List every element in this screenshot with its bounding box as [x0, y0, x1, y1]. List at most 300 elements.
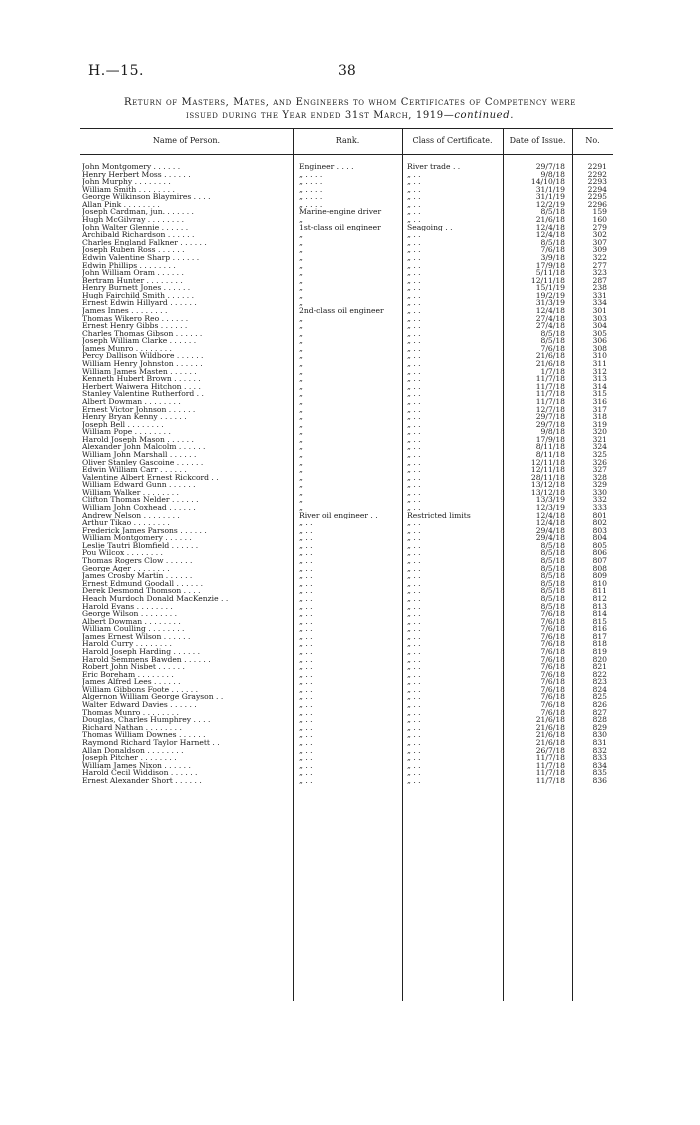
date-of-issue: 7/6/18 [540, 684, 565, 694]
certificate-class: „ . . [407, 185, 421, 194]
rank: „ [299, 231, 303, 239]
person-name: William Montgomery . . . . . . [82, 534, 192, 542]
date-of-issue: 7/6/18 [540, 631, 565, 641]
certificate-number: 817 [592, 631, 607, 641]
table-row [80, 421, 613, 429]
certificate-class: „ . . [407, 572, 421, 580]
person-name: Albert Dowman . . . . . . . . [82, 397, 181, 406]
rank: „ . . [299, 776, 313, 785]
date-of-issue: 9/8/18 [540, 427, 565, 437]
certificate-class: „ . . [407, 405, 421, 414]
person-name: Charles England Falkner . . . . . . [82, 238, 207, 247]
certificate-number: 332 [592, 495, 607, 505]
certificate-class: „ . . [407, 488, 421, 497]
person-name: William James Nixon . . . . . . [82, 761, 191, 770]
certificate-class: „ . . [407, 193, 421, 201]
table-row [80, 231, 613, 239]
date-of-issue: 8/5/18 [540, 548, 565, 558]
person-name: Harold Joseph Mason . . . . . . [82, 435, 194, 444]
date-of-issue: 21/6/18 [535, 215, 565, 225]
rank: „ [299, 269, 303, 277]
certificate-class: „ . . [407, 602, 421, 611]
rank: „ . . [299, 541, 313, 550]
person-name: George Wilkinson Blaymires . . . . [82, 193, 211, 201]
table-row [80, 368, 613, 376]
certificate-number: 821 [592, 662, 607, 672]
person-name: Thomas Rogers Clow . . . . . . [82, 557, 193, 565]
date-of-issue: 13/12/18 [530, 480, 565, 490]
certificate-number: 820 [592, 654, 607, 664]
certificate-class: „ . . [407, 557, 421, 565]
table-row [80, 201, 613, 209]
certificate-number: 802 [592, 518, 607, 528]
date-of-issue: 7/6/18 [540, 707, 565, 717]
certificate-number: 834 [592, 760, 607, 770]
table-title-line2: issued during the Year ended 31st March, 1919— [186, 110, 455, 121]
person-name: Thomas William Downes . . . . . . [82, 731, 206, 739]
date-of-issue: 11/7/18 [535, 775, 565, 785]
certificate-number: 324 [592, 442, 607, 452]
certificate-number: 333 [592, 503, 607, 513]
rank: „ . . [299, 701, 313, 709]
table-title-continued [80, 110, 620, 121]
rank: „ . . . . [299, 185, 323, 194]
person-name: James Ernest Wilson . . . . . . [82, 632, 191, 641]
table-row [80, 640, 613, 648]
certificate-class: „ . . [407, 541, 421, 550]
table-row [80, 542, 613, 550]
certificate-class: „ . . [407, 685, 421, 694]
certificate-class: „ . . [407, 519, 421, 527]
person-name: Hugh Fairchild Smith . . . . . . [82, 291, 195, 300]
date-of-issue: 8/5/18 [540, 563, 565, 573]
date-of-issue: 8/5/18 [540, 540, 565, 550]
certificate-class: „ . . [407, 269, 421, 277]
table-row [80, 163, 613, 171]
date-of-issue: 15/1/19 [535, 283, 565, 293]
certificate-number: 329 [592, 480, 607, 490]
date-of-issue: 31/1/19 [535, 192, 565, 202]
column-header-class: Class of Certificate. [412, 136, 493, 145]
table-row [80, 277, 613, 285]
certificate-class: „ . . [407, 564, 421, 573]
date-of-issue: 29/4/18 [535, 525, 565, 535]
person-name: William Pope . . . . . . . . [82, 428, 171, 436]
person-name: Ernest Alexander Short . . . . . . [82, 776, 202, 785]
certificate-number: 2291 [587, 162, 607, 171]
certificate-number: 301 [592, 305, 607, 315]
person-name: William Edward Gunn . . . . . . [82, 481, 196, 489]
table-row [80, 686, 613, 694]
certificate-class: „ . . [407, 610, 421, 618]
rank: „ . . [299, 617, 313, 626]
certificate-number: 803 [592, 525, 607, 535]
rank: „ [299, 344, 303, 353]
date-of-issue: 12/2/19 [535, 199, 565, 209]
date-of-issue: 29/4/18 [535, 533, 565, 543]
certificate-class: „ . . [407, 344, 421, 353]
certificate-number: 318 [592, 412, 607, 422]
date-of-issue: 12/11/18 [530, 275, 565, 285]
person-name: Joseph Ruben Ross . . . . . . [82, 246, 185, 254]
rank: „ . . [299, 708, 313, 717]
certificate-number: 305 [592, 328, 607, 338]
certificate-class: „ . . [407, 420, 421, 429]
person-name: Ernest Edmund Goodall . . . . . . [82, 579, 204, 588]
rank: „ [299, 496, 303, 505]
person-name: Joseph William Clarke . . . . . . [82, 337, 197, 345]
person-name: Harold Cecil Widdison . . . . . . [82, 769, 198, 777]
person-name: Kenneth Hubert Brown . . . . . . [82, 375, 201, 383]
certificate-number: 2296 [587, 199, 607, 209]
rank: „ . . [299, 579, 313, 588]
table-row [80, 769, 613, 777]
person-name: William Henry Johnston . . . . . . [82, 360, 203, 368]
table-row [80, 504, 613, 512]
rank: „ [299, 322, 303, 330]
table-row [80, 678, 613, 686]
certificate-number: 811 [592, 586, 607, 596]
certificate-class: „ . . [407, 625, 421, 633]
table-row [80, 489, 613, 497]
table-row [80, 337, 613, 345]
table-row [80, 512, 613, 520]
certificate-number: 835 [592, 768, 607, 778]
certificate-number: 801 [592, 510, 607, 520]
certificate-class: Restricted limits [407, 511, 471, 520]
certificate-number: 825 [592, 692, 607, 702]
table-row [80, 383, 613, 391]
date-of-issue: 21/6/18 [535, 351, 565, 361]
certificate-number: 806 [592, 548, 607, 558]
column-header-date: Date of Issue. [509, 136, 566, 145]
rank: „ [299, 246, 303, 254]
date-of-issue: 7/6/18 [540, 677, 565, 687]
date-of-issue: 7/6/18 [540, 245, 565, 255]
column-header-no: No. [585, 136, 600, 145]
date-of-issue: 8/5/18 [540, 571, 565, 581]
rank: „ . . [299, 685, 313, 694]
certificate-class: „ . . [407, 761, 421, 770]
certificate-number: 317 [592, 404, 607, 414]
certificate-class: „ . . [407, 769, 421, 777]
person-name: Joseph Cardman, jun. . . . . . . [82, 208, 194, 217]
person-name: James Innes . . . . . . . . [82, 306, 168, 315]
person-name: William Walker . . . . . . . . [82, 488, 179, 497]
certificate-number: 2292 [587, 169, 607, 179]
rank: „ . . [299, 663, 313, 671]
rank: „ . . [299, 632, 313, 641]
person-name: Edwin Phillips . . . . . . . . [82, 261, 176, 270]
person-name: Thomas Wikero Reo . . . . . . [82, 314, 189, 323]
rank: „ [299, 504, 303, 512]
date-of-issue: 8/5/18 [540, 237, 565, 247]
rank: „ [299, 238, 303, 247]
person-name: Eric Boreham . . . . . . . . [82, 670, 174, 679]
certificate-class: Seagoing . . [407, 223, 453, 232]
person-name: William John Marshall . . . . . . [82, 450, 197, 459]
table-row [80, 519, 613, 527]
person-name: William Smith . . . . . . . . [82, 185, 175, 194]
certificate-number: 826 [592, 700, 607, 710]
table-top-rule [80, 128, 613, 129]
rank: „ . . [299, 587, 313, 595]
certificate-class: „ . . [407, 253, 421, 262]
table-row [80, 360, 613, 368]
date-of-issue: 7/6/18 [540, 700, 565, 710]
date-of-issue: 11/7/18 [535, 768, 565, 778]
person-name: Frederick James Parsons . . . . . . [82, 526, 207, 535]
certificate-number: 319 [592, 419, 607, 429]
rank: „ . . [299, 610, 313, 618]
date-of-issue: 26/7/18 [535, 745, 565, 755]
date-of-issue: 3/9/18 [540, 252, 565, 262]
table-row [80, 603, 613, 611]
table-row [80, 390, 613, 398]
certificate-class: „ . . [407, 443, 421, 451]
rank: „ [299, 375, 303, 383]
rank: „ . . [299, 769, 313, 777]
certificate-number: 323 [592, 268, 607, 278]
rank: „ [299, 337, 303, 345]
person-name: Henry Herbert Moss . . . . . . [82, 170, 191, 179]
table-row [80, 413, 613, 421]
table-row [80, 292, 613, 300]
person-name: Stanley Valentine Rutherford . . [82, 390, 204, 398]
rank: „ . . [299, 723, 313, 732]
person-name: Joseph Bell . . . . . . . . [82, 420, 164, 429]
date-of-issue: 8/11/18 [535, 442, 565, 452]
date-of-issue: 12/4/18 [535, 230, 565, 240]
rank: „ . . . . [299, 193, 323, 201]
table-row [80, 739, 613, 747]
rank: „ [299, 428, 303, 436]
date-of-issue: 7/6/18 [540, 639, 565, 649]
table-row [80, 656, 613, 664]
certificate-class: „ . . [407, 322, 421, 330]
person-name: James Alfred Lees . . . . . . [82, 678, 181, 686]
person-name: Hugh McGilvray . . . . . . . . [82, 216, 184, 224]
table-row [80, 398, 613, 406]
certificate-number: 320 [592, 427, 607, 437]
rank: „ . . . . [299, 178, 323, 186]
certificate-number: 277 [592, 260, 607, 270]
date-of-issue: 12/3/19 [535, 503, 565, 513]
certificate-class: „ . . [407, 504, 421, 512]
certificate-number: 2294 [587, 184, 607, 194]
table-row [80, 648, 613, 656]
certificate-number: 307 [592, 237, 607, 247]
rank: „ . . . . [299, 200, 323, 209]
rank: „ . . [299, 648, 313, 656]
certificate-class: „ . . [407, 481, 421, 489]
certificate-number: 314 [592, 381, 607, 391]
table-row [80, 428, 613, 436]
table-row [80, 406, 613, 414]
date-of-issue: 12/4/18 [535, 305, 565, 315]
certificate-class: „ . . [407, 413, 421, 421]
table-row [80, 352, 613, 360]
document-section-code: H.—15. [88, 63, 144, 79]
person-name: Ernest Edwin Hillyard . . . . . . [82, 299, 197, 307]
certificate-class: „ . . [407, 291, 421, 300]
person-name: William John Coxhead . . . . . . [82, 504, 196, 512]
certificate-class: „ . . [407, 587, 421, 595]
date-of-issue: 7/6/18 [540, 609, 565, 619]
table-row [80, 299, 613, 307]
person-name: Walter Edward Davies . . . . . . [82, 701, 197, 709]
rank: „ [299, 435, 303, 444]
certificate-class: „ . . [407, 306, 421, 315]
rank: „ [299, 276, 303, 285]
rank: „ [299, 291, 303, 300]
certificate-class: „ . . [407, 284, 421, 292]
rank: „ [299, 216, 303, 224]
person-name: Bertram Hunter . . . . . . . . [82, 276, 183, 285]
certificate-class: „ . . [407, 534, 421, 542]
rank: „ [299, 261, 303, 270]
certificate-class: „ . . [407, 731, 421, 739]
certificate-class: „ . . [407, 276, 421, 285]
person-name: Robert John Nisbet . . . . . . [82, 663, 185, 671]
table-row [80, 747, 613, 755]
table-row [80, 443, 613, 451]
date-of-issue: 8/5/18 [540, 328, 565, 338]
table-row [80, 633, 613, 641]
certificate-class: „ . . [407, 723, 421, 732]
certificate-class: „ . . [407, 170, 421, 179]
rank: „ [299, 352, 303, 361]
certificate-number: 818 [592, 639, 607, 649]
table-row [80, 262, 613, 270]
date-of-issue: 8/5/18 [540, 578, 565, 588]
table-row [80, 716, 613, 724]
person-name: Leslie Tautri Blomfield . . . . . . [82, 541, 199, 550]
rank: „ [299, 488, 303, 497]
certificate-number: 322 [592, 252, 607, 262]
date-of-issue: 12/4/18 [535, 222, 565, 232]
certificate-class: „ . . [407, 655, 421, 664]
certificate-number: 287 [592, 275, 607, 285]
date-of-issue: 29/7/18 [535, 162, 565, 171]
date-of-issue: 19/2/19 [535, 290, 565, 300]
person-name: William Gibbons Foote . . . . . . [82, 685, 199, 694]
table-row [80, 224, 613, 232]
person-name: Herbert Waiwera Hitchon . . . . [82, 382, 201, 391]
certificate-number: 823 [592, 677, 607, 687]
certificate-class: „ . . [407, 238, 421, 247]
table-row [80, 549, 613, 557]
certificate-number: 304 [592, 321, 607, 331]
person-name: Algernon William George Grayson . . [82, 693, 224, 702]
table-row [80, 610, 613, 618]
page-number: 38 [338, 63, 356, 79]
table-row [80, 239, 613, 247]
date-of-issue: 21/6/18 [535, 715, 565, 725]
certificate-class: „ . . [407, 632, 421, 641]
person-name: Harold Evans . . . . . . . . [82, 602, 173, 611]
table-row [80, 595, 613, 603]
person-name: Raymond Richard Taylor Harnett . . [82, 738, 220, 747]
certificate-number: 827 [592, 707, 607, 717]
table-row [80, 534, 613, 542]
person-name: Andrew Nelson . . . . . . . . [82, 511, 180, 520]
rank: „ [299, 420, 303, 429]
certificate-number: 312 [592, 366, 607, 376]
rank: „ . . [299, 557, 313, 565]
certificate-number: 303 [592, 313, 607, 323]
rank: Engineer . . . . [299, 163, 354, 171]
certificate-number: 816 [592, 624, 607, 634]
rank: „ . . [299, 754, 313, 762]
continued-label: continued. [454, 110, 514, 121]
date-of-issue: 8/5/18 [540, 207, 565, 217]
certificate-number: 313 [592, 374, 607, 384]
rank: River oil engineer . . [299, 511, 378, 520]
table-row [80, 777, 613, 785]
person-name: John Walter Glennie . . . . . . [82, 223, 189, 232]
person-name: Albert Dowman . . . . . . . . [82, 617, 181, 626]
person-name: George Wilson . . . . . . . . [82, 610, 178, 618]
certificate-number: 306 [592, 336, 607, 346]
person-name: John William Oram . . . . . . [82, 269, 184, 277]
date-of-issue: 17/9/18 [535, 434, 565, 444]
certificate-class: „ . . [407, 216, 421, 224]
certificate-number: 828 [592, 715, 607, 725]
rank: Marine-engine driver [299, 208, 382, 217]
date-of-issue: 7/6/18 [540, 669, 565, 679]
column-header-name: Name of Person. [152, 136, 221, 145]
certificate-class: „ . . [407, 382, 421, 391]
date-of-issue: 12/4/18 [535, 510, 565, 520]
table-row [80, 527, 613, 535]
date-of-issue: 17/9/18 [535, 260, 565, 270]
person-name: William Coulling . . . . . . . . [82, 625, 185, 633]
certificate-number: 813 [592, 601, 607, 611]
person-name: Charles Thomas Gibson . . . . . . [82, 329, 203, 338]
person-name: Henry Burnett Jones . . . . . . [82, 284, 191, 292]
date-of-issue: 8/5/18 [540, 601, 565, 611]
certificate-number: 334 [592, 298, 607, 308]
certificate-class: „ . . [407, 526, 421, 535]
certificate-class: „ . . [407, 670, 421, 679]
rank: „ [299, 329, 303, 338]
certificate-class: „ . . [407, 435, 421, 444]
rank: „ [299, 405, 303, 414]
date-of-issue: 14/10/18 [530, 177, 565, 187]
rank: „ . . [299, 640, 313, 648]
person-name: Valentine Albert Ernest Rickcord . . [82, 473, 219, 482]
person-name: Harold Curry . . . . . . . . [82, 640, 172, 648]
person-name: Douglas, Charles Humphrey . . . . [82, 716, 211, 724]
certificate-number: 326 [592, 457, 607, 467]
certificate-number: 327 [592, 465, 607, 475]
certificate-class: „ . . [407, 746, 421, 755]
certificate-number: 814 [592, 609, 607, 619]
rank: „ [299, 397, 303, 406]
date-of-issue: 21/6/18 [535, 737, 565, 747]
date-of-issue: 8/5/18 [540, 556, 565, 566]
rank: „ [299, 284, 303, 292]
certificate-number: 824 [592, 684, 607, 694]
certificate-class: „ . . [407, 390, 421, 398]
person-name: Edwin William Carr . . . . . . [82, 466, 187, 474]
date-of-issue: 13/12/18 [530, 487, 565, 497]
date-of-issue: 28/11/18 [530, 472, 565, 482]
table-row [80, 663, 613, 671]
date-of-issue: 27/4/18 [535, 321, 565, 331]
certificate-number: 822 [592, 669, 607, 679]
